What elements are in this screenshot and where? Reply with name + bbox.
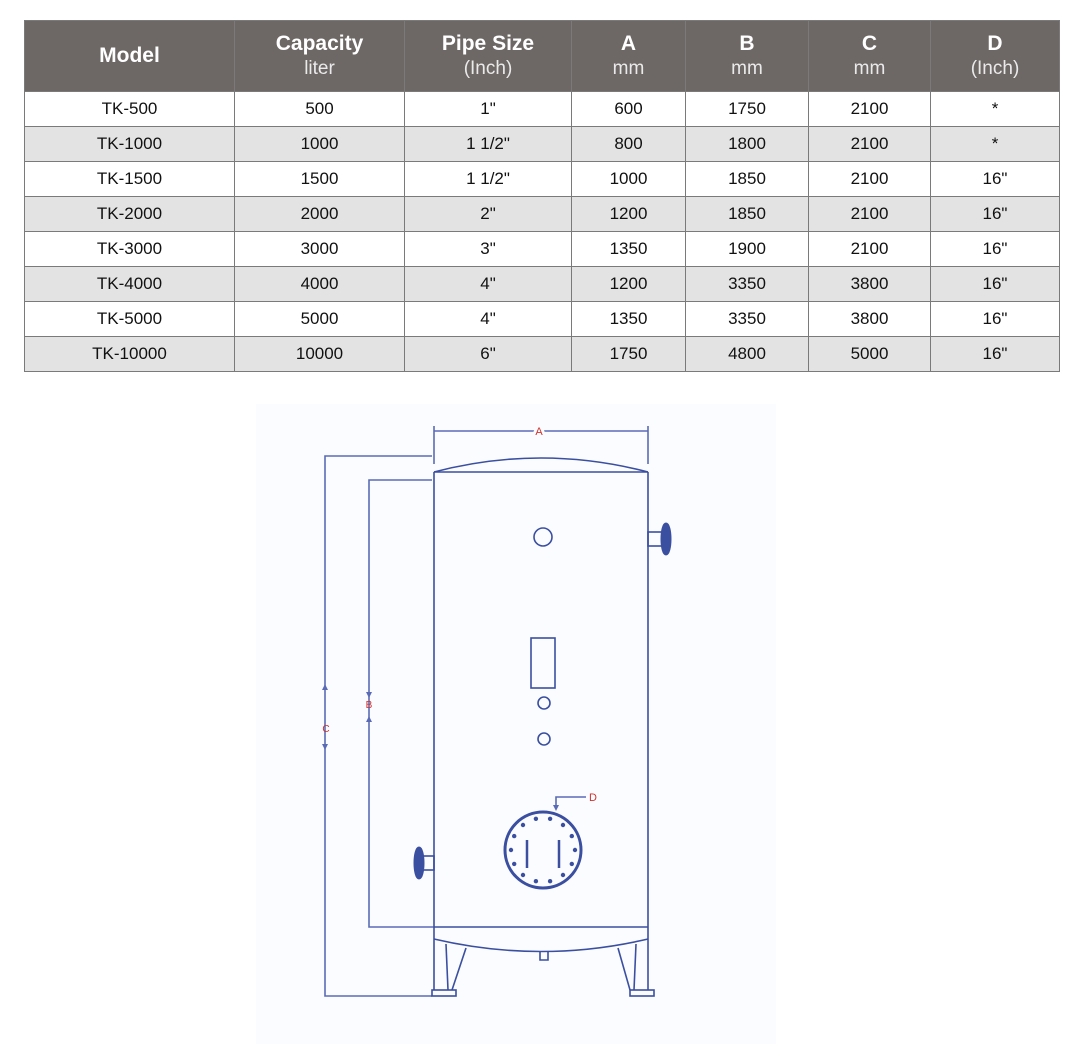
table-row [25, 197, 1060, 232]
cell-a: 1200 [572, 267, 686, 302]
cell-a: 1350 [572, 232, 686, 267]
cell-c: 3800 [809, 267, 931, 302]
cell-b: 3350 [686, 302, 809, 337]
cell-c: 2100 [809, 92, 931, 127]
manhole-bolt [521, 873, 525, 877]
tank-diagram [256, 404, 776, 1044]
cell-b: 3350 [686, 267, 809, 302]
cell-model: TK-500 [25, 92, 235, 127]
manhole-bolt [521, 823, 525, 827]
manhole-bolt [548, 817, 552, 821]
cell-b: 1850 [686, 162, 809, 197]
table-row [25, 337, 1060, 372]
cell-c: 3800 [809, 302, 931, 337]
cell-pipe-size: 4" [405, 302, 572, 337]
cell-model: TK-4000 [25, 267, 235, 302]
dimension-c-label: C [322, 724, 330, 735]
manhole-bolt [573, 848, 577, 852]
manhole-bolt [570, 862, 574, 866]
table-row [25, 162, 1060, 197]
cell-a: 1350 [572, 302, 686, 337]
cell-b: 1800 [686, 127, 809, 162]
cell-capacity: 3000 [235, 232, 405, 267]
cell-d: 16" [931, 302, 1060, 337]
manhole-bolt [534, 879, 538, 883]
cell-pipe-size: 6" [405, 337, 572, 372]
table-header-row [25, 21, 1060, 92]
cell-pipe-size: 1 1/2" [405, 127, 572, 162]
cell-pipe-size: 1" [405, 92, 572, 127]
tank-drawing [256, 404, 776, 1044]
dimension-a-label: A [535, 426, 543, 438]
cell-c: 2100 [809, 162, 931, 197]
dimension-b-label: B [365, 700, 373, 711]
cell-capacity: 2000 [235, 197, 405, 232]
cell-a: 600 [572, 92, 686, 127]
cell-c: 2100 [809, 232, 931, 267]
cell-b: 1750 [686, 92, 809, 127]
dimension-d-label: D [589, 792, 597, 804]
cell-d: 16" [931, 337, 1060, 372]
header-c: C mm [809, 21, 931, 92]
cell-c: 2100 [809, 127, 931, 162]
header-a: A mm [572, 21, 686, 92]
cell-model: TK-1000 [25, 127, 235, 162]
cell-a: 1200 [572, 197, 686, 232]
cell-b: 4800 [686, 337, 809, 372]
cell-a: 800 [572, 127, 686, 162]
cell-model: TK-3000 [25, 232, 235, 267]
cell-pipe-size: 4" [405, 267, 572, 302]
cell-c: 2100 [809, 197, 931, 232]
manhole-bolt [534, 817, 538, 821]
manhole-bolt [512, 834, 516, 838]
table-row [25, 92, 1060, 127]
cell-capacity: 10000 [235, 337, 405, 372]
cell-pipe-size: 1 1/2" [405, 162, 572, 197]
cell-c: 5000 [809, 337, 931, 372]
table-row [25, 267, 1060, 302]
header-capacity: Capacity liter [235, 21, 405, 92]
cell-d: 16" [931, 197, 1060, 232]
manhole-bolt [548, 879, 552, 883]
manhole-bolt [570, 834, 574, 838]
cell-model: TK-1500 [25, 162, 235, 197]
cell-capacity: 500 [235, 92, 405, 127]
cell-d: * [931, 127, 1060, 162]
cell-capacity: 1500 [235, 162, 405, 197]
header-d: D (Inch) [931, 21, 1060, 92]
cell-capacity: 1000 [235, 127, 405, 162]
table-row [25, 302, 1060, 337]
spec-table [24, 20, 1060, 372]
cell-pipe-size: 3" [405, 232, 572, 267]
header-pipe-size: Pipe Size (Inch) [405, 21, 572, 92]
manhole-bolt [561, 823, 565, 827]
cell-b: 1900 [686, 232, 809, 267]
cell-b: 1850 [686, 197, 809, 232]
manhole-bolt [561, 873, 565, 877]
header-model: Model [25, 21, 235, 92]
manhole-bolt [512, 862, 516, 866]
cell-model: TK-5000 [25, 302, 235, 337]
cell-d: 16" [931, 267, 1060, 302]
cell-a: 1750 [572, 337, 686, 372]
table-row [25, 127, 1060, 162]
cell-d: 16" [931, 232, 1060, 267]
cell-d: 16" [931, 162, 1060, 197]
cell-a: 1000 [572, 162, 686, 197]
cell-d: * [931, 92, 1060, 127]
cell-model: TK-2000 [25, 197, 235, 232]
manhole-bolt [509, 848, 513, 852]
table-row [25, 232, 1060, 267]
cell-capacity: 4000 [235, 267, 405, 302]
cell-pipe-size: 2" [405, 197, 572, 232]
cell-capacity: 5000 [235, 302, 405, 337]
cell-model: TK-10000 [25, 337, 235, 372]
header-b: B mm [686, 21, 809, 92]
